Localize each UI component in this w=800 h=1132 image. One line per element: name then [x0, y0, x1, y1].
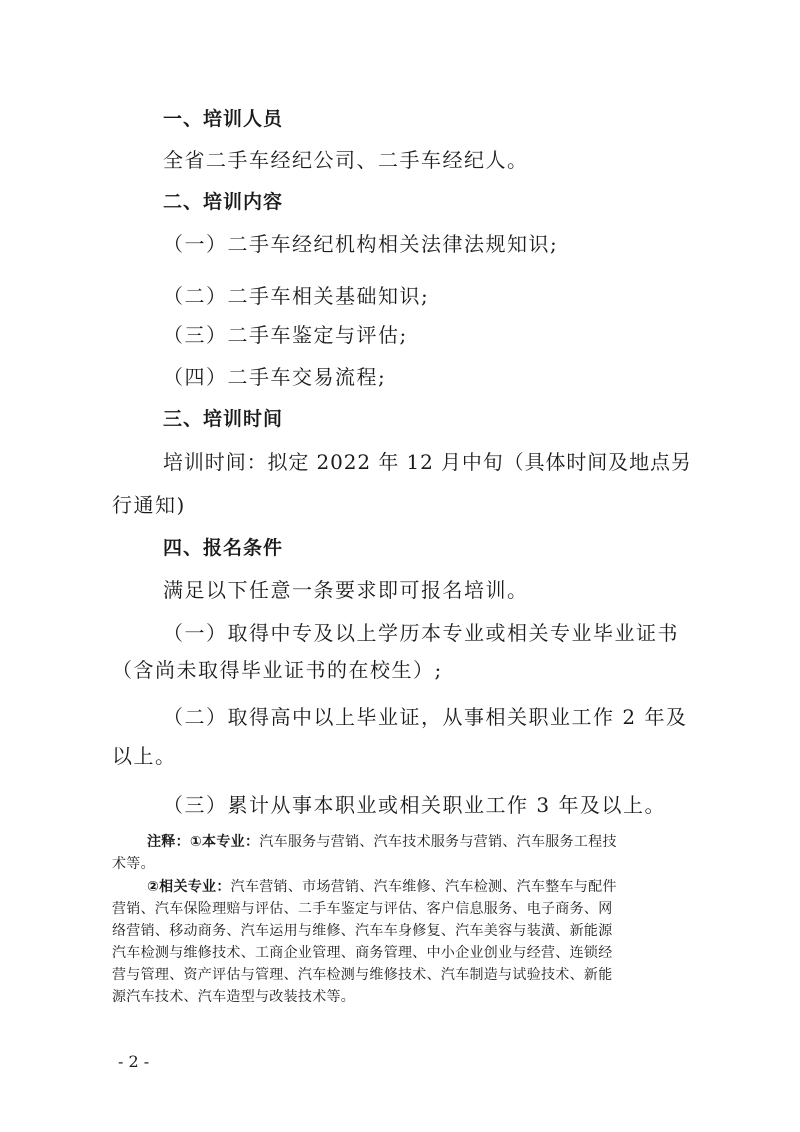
section-3-line-1: 培训时间：拟定 2022 年 12 月中旬（具体时间及地点另 — [163, 450, 692, 474]
note-1-line-1 — [147, 832, 617, 852]
condition-1-line-2: （含尚未取得毕业证书的在校生）; — [112, 658, 443, 682]
note-2-line-2: 营销、汽车保险理赔与评估、二手车鉴定与评估、客户信息服务、电子商务、网 — [112, 901, 613, 917]
section-2-item-4: （四）二手车交易流程; — [163, 365, 387, 389]
note-1-line-2: 术等。 — [112, 856, 155, 872]
section-2-item-1: （一）二手车经纪机构相关法律法规知识; — [163, 232, 559, 256]
note-2-line-1 — [147, 877, 617, 897]
note-2-line-6: 源汽车技术、汽车造型与改装技术等。 — [112, 989, 356, 1005]
section-1-heading: 一、培训人员 — [163, 108, 284, 130]
section-3-heading: 三、培训时间 — [163, 408, 284, 430]
condition-3: （三）累计从事本职业或相关职业工作 3 年及以上。 — [163, 793, 666, 817]
section-2-heading: 二、培训内容 — [163, 191, 284, 213]
note-2-line-4: 汽车检测与维修技术、工商企业管理、商务管理、中小企业创业与经营、连锁经 — [112, 945, 613, 961]
condition-2-line-2: 以上。 — [112, 744, 177, 768]
note-1-text: 汽车服务与营销、汽车技术服务与营销、汽车服务工程技 — [259, 834, 617, 850]
section-1-text: 全省二手车经纪公司、二手车经纪人。 — [163, 148, 529, 172]
section-3-line-2: 行通知) — [112, 493, 186, 517]
condition-1-line-1: （一）取得中专及以上学历本专业或相关专业毕业证书 — [163, 621, 679, 645]
note-2-line-5: 营与管理、资产评估与管理、汽车检测与维修技术、汽车制造与试验技术、新能 — [112, 967, 613, 983]
note-2-text: 汽车营销、市场营销、汽车维修、汽车检测、汽车整车与配件 — [230, 879, 617, 895]
section-2-item-3: （三）二手车鉴定与评估; — [163, 323, 408, 347]
page-number: - 2 - — [118, 1052, 150, 1071]
section-2-item-2: （二）二手车相关基础知识; — [163, 284, 430, 308]
note-1-label: 注释：①本专业： — [147, 834, 260, 850]
section-4-heading: 四、报名条件 — [163, 537, 284, 559]
note-2-label: ②相关专业： — [147, 879, 231, 895]
note-2-line-3: 络营销、移动商务、汽车运用与维修、汽车车身修复、汽车美容与装潢、新能源 — [112, 923, 613, 939]
condition-2-line-1: （二）取得高中以上毕业证，从事相关职业工作 2 年及 — [163, 705, 688, 729]
section-4-intro: 满足以下任意一条要求即可报名培训。 — [163, 578, 529, 602]
